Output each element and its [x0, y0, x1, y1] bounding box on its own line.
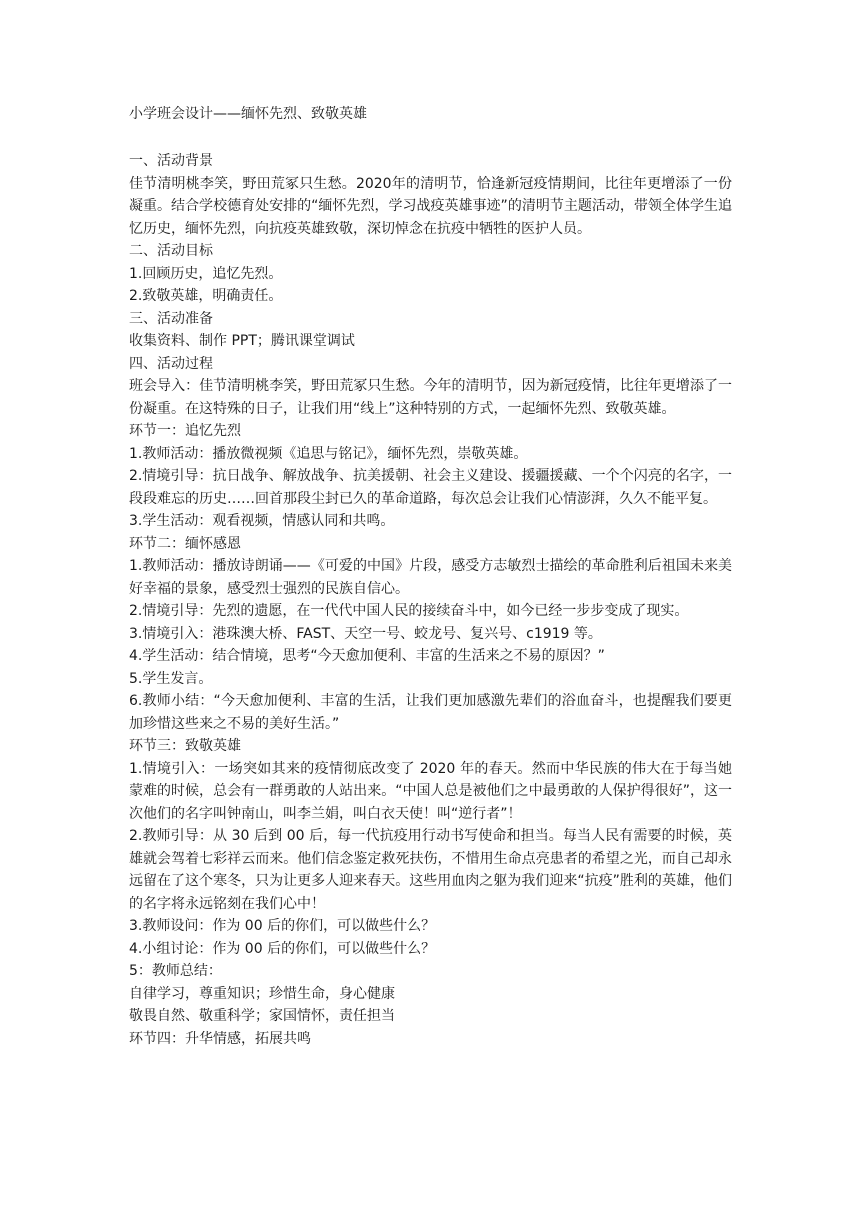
phase-heading-4: 环节四：升华情感，拓展共鸣	[129, 1030, 311, 1047]
section-heading-process: 四、活动过程	[129, 355, 213, 372]
phase-3-item: 4.小组讨论：作为 00 后的你们，可以做些什么？	[129, 940, 436, 957]
intro-paragraph: 班会导入：佳节清明桃李笑，野田荒冢只生愁。今年的清明节，因为新冠疫情，比往年更增添了一份凝重。在这特殊的日子，让我们用“线上”这种特别的方式，一起缅怀先烈、致敬英雄。	[129, 378, 732, 417]
phase-heading-2: 环节二：缅怀感恩	[129, 535, 241, 552]
phase-2-item: 5.学生发言。	[129, 670, 213, 687]
section-heading-background: 一、活动背景	[129, 153, 213, 169]
background-paragraph: 佳节清明桃李笑，野田荒冢只生愁。2020年的清明节，恰逢新冠疫情期间，比往年更增添了一份凝重。结合学校德育处安排的“缅怀先烈，学习战疫英雄事迹”的清明节主题活动，带领全体学生追忆历史，缅怀先烈，向抗疫英雄致敬，深切悼念在抗疫中牺牲的医护人员。	[129, 175, 732, 237]
phase-2-item: 3.情境引入：港珠澳大桥、FAST、天空一号、蛟龙号、复兴号、c1919 等。	[129, 625, 602, 642]
document-title: 小学班会设计——缅怀先烈、致敬英雄	[129, 106, 367, 122]
phase-2-item: 2.情境引导：先烈的遗愿，在一代代中国人民的接续奋斗中，如今已经一步步变成了现实。	[129, 603, 689, 619]
phase-3-item: 自律学习，尊重知识；珍惜生命，身心健康	[129, 985, 395, 1002]
phase-heading-3: 环节三：致敬英雄	[129, 738, 241, 754]
phase-2-item: 6.教师小结：“今天愈加便利、丰富的生活，让我们更加感激先辈们的浴血奋斗，也提醒我们要更加珍惜这些来之不易的美好生活。”	[129, 693, 732, 732]
section-heading-goals: 二、活动目标	[129, 243, 213, 259]
phase-heading-1: 环节一：追忆先烈	[129, 423, 241, 439]
phase-3-item: 1.情境引入：一场突如其来的疫情彻底改变了 2020 年的春天。然而中华民族的伟大在于每当她蒙难的时候，总会有一群勇敢的人站出来。“中国人总是被他们之中最勇敢的人保护得很好”，这一次他们的名字叫钟南山，叫李兰娟，叫白衣天使！叫“逆行者”！	[129, 760, 732, 822]
preparation-text: 收集资料、制作 PPT；腾讯课堂调试	[129, 333, 355, 349]
phase-1-item: 1.教师活动：播放微视频《追思与铭记》，缅怀先烈，崇敬英雄。	[129, 445, 528, 462]
goal-item: 2.致敬英雄，明确责任。	[129, 288, 283, 304]
phase-3-item: 5：教师总结：	[129, 963, 222, 979]
phase-3-item: 2.教师引导：从 30 后到 00 后，每一代抗疫用行动书写使命和担当。每当人民有需要的时候，英雄就会驾着七彩祥云而来。他们信念鉴定救死扶伤，不惜用生命点亮患者的希望之光，而自己却永远留在了这个寒冬，只为让更多人迎来春天。这些用血肉之躯为我们迎来“抗疫”胜利的英雄，他们的名字将永远铭刻在我们心中！	[129, 828, 732, 912]
goal-item: 1.回顾历史，追忆先烈。	[129, 265, 283, 282]
phase-3-item: 敬畏自然、敬重科学；家国情怀，责任担当	[129, 1008, 395, 1024]
phase-2-item: 4.学生活动：结合情境，思考“今天愈加便利、丰富的生活来之不易的原因？”	[129, 648, 605, 664]
phase-3-item: 3.教师设问：作为 00 后的你们，可以做些什么？	[129, 918, 436, 934]
phase-2-item: 1.教师活动：播放诗朗诵——《可爱的中国》片段，感受方志敏烈士描绘的革命胜利后祖国未来美好幸福的景象，感受烈士强烈的民族自信心。	[129, 558, 732, 597]
document-body	[129, 150, 732, 1050]
phase-1-item: 3.学生活动：观看视频，情感认同和共鸣。	[129, 513, 395, 529]
section-heading-preparation: 三、活动准备	[129, 310, 213, 327]
phase-1-item: 2.情境引导：抗日战争、解放战争、抗美援朝、社会主义建设、援疆援藏、一个个闪亮的名字，一段段难忘的历史……回首那段尘封已久的革命道路，每次总会让我们心情澎湃，久久不能平复。	[129, 468, 732, 507]
